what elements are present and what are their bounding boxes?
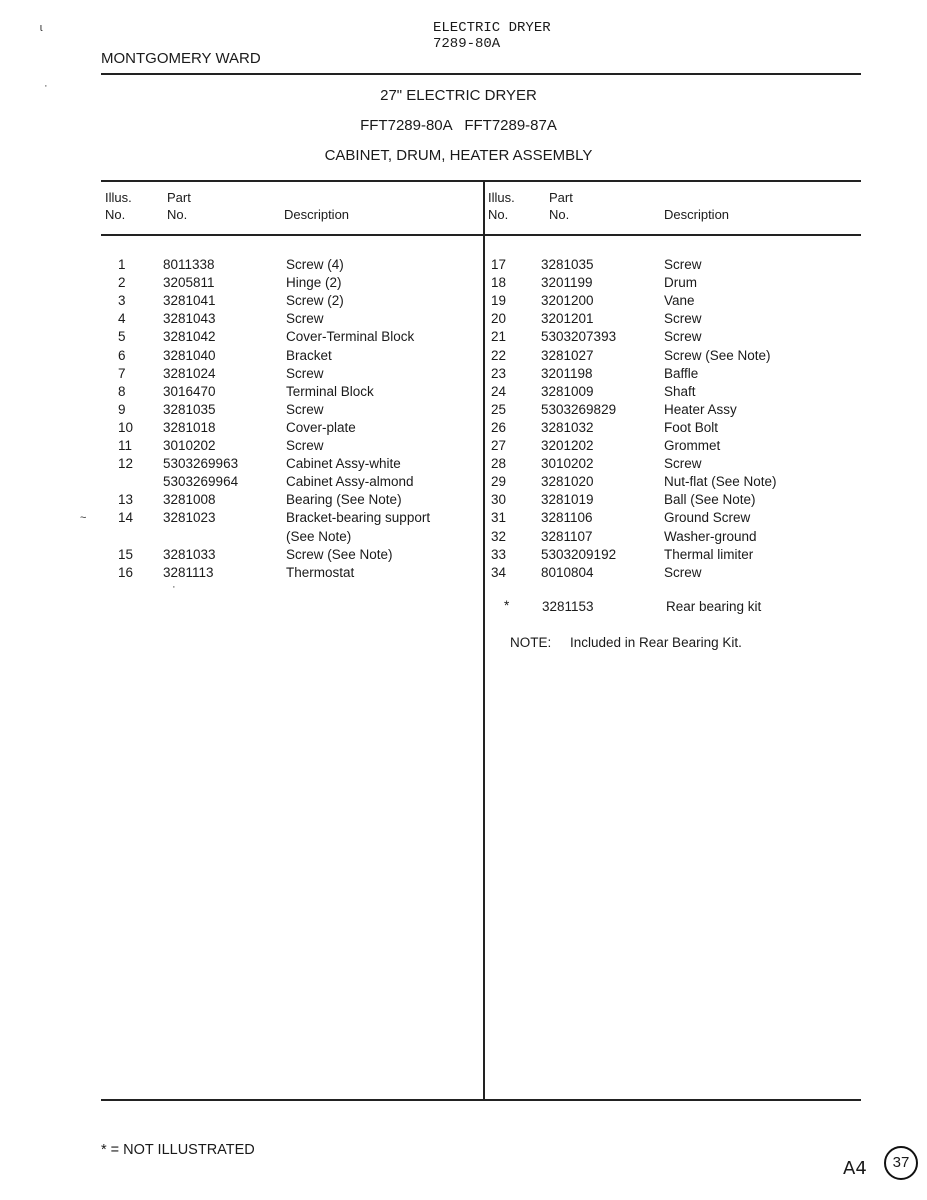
scan-mark: ɩ	[40, 22, 43, 34]
part-description: Bracket	[286, 347, 332, 363]
part-description: Screw (2)	[286, 293, 344, 309]
illus-number: 26	[491, 419, 507, 435]
part-number: 3281023	[163, 510, 216, 526]
part-description: Terminal Block	[286, 383, 374, 399]
illus-number: 3	[118, 293, 126, 309]
part-number: 3010202	[163, 438, 216, 453]
kit-row-part: 3281153	[542, 599, 594, 614]
illus-number: 12	[118, 456, 134, 472]
illus-number: 16	[118, 564, 134, 580]
illus-number: 13	[118, 492, 134, 508]
part-number: 3201202	[541, 438, 594, 453]
illus-number: 28	[491, 456, 507, 472]
table-bottom-rule	[101, 1099, 861, 1101]
part-description: Screw	[664, 329, 702, 345]
part-description: Cabinet Assy-almond	[286, 474, 414, 490]
handwritten-page-number: 37	[884, 1146, 918, 1180]
part-description: Screw	[286, 438, 324, 453]
part-description: Screw	[664, 257, 702, 272]
model-numbers: FFT7289-80A FFT7289-87A	[360, 117, 557, 134]
note-text: Included in Rear Bearing Kit.	[570, 635, 742, 650]
part-number: 8010804	[541, 564, 594, 580]
part-number: 3281009	[541, 383, 594, 399]
part-description: Heater Assy	[664, 401, 737, 417]
part-description: Vane	[664, 293, 695, 309]
part-number: 3281042	[163, 329, 216, 345]
part-description: Screw	[286, 365, 324, 381]
part-description: Screw (See Note)	[286, 546, 393, 562]
illus-number: 27	[491, 438, 507, 453]
part-description: Thermostat	[286, 564, 355, 580]
part-description: (See Note)	[286, 528, 352, 544]
model-code: 7289-80A	[433, 36, 501, 52]
header-description-right: Description	[664, 207, 730, 222]
part-description: Screw	[664, 456, 702, 472]
part-number: 3281107	[541, 528, 593, 544]
scan-mark: ~	[80, 512, 87, 524]
title-line-1: 27" ELECTRIC DRYER	[380, 87, 537, 104]
part-description: Thermal limiter	[664, 546, 754, 562]
part-description: Drum	[664, 275, 697, 291]
part-number: 3281035	[541, 257, 594, 272]
part-number: 3281008	[163, 492, 216, 508]
part-number: 3281018	[163, 419, 216, 435]
part-number: 3281019	[541, 492, 594, 508]
part-number: 3016470	[163, 383, 216, 399]
illus-number: 25	[491, 401, 507, 417]
illus-number: 23	[491, 365, 507, 381]
part-description: Bearing (See Note)	[286, 492, 402, 508]
part-description: Washer-ground	[664, 528, 757, 544]
part-number: 3205811	[163, 275, 215, 291]
part-description: Foot Bolt	[664, 419, 719, 435]
part-number: 5303269829	[541, 401, 617, 417]
part-description: Nut-flat (See Note)	[664, 474, 777, 490]
illus-number: 32	[491, 528, 507, 544]
part-number: 3281113	[163, 564, 214, 580]
part-number: 3281024	[163, 365, 216, 381]
illus-number: 5	[118, 329, 126, 345]
part-description: Screw (See Note)	[664, 347, 771, 363]
part-number: 3281041	[163, 293, 216, 309]
kit-row-description: Rear bearing kit	[666, 599, 762, 614]
scan-mark: ·	[44, 80, 48, 92]
part-number: 3281040	[163, 347, 216, 363]
kit-row-illus: *	[504, 598, 510, 613]
illus-number: 8	[118, 383, 126, 399]
scan-mark: ·	[172, 581, 176, 593]
handwritten-code: A4	[843, 1158, 867, 1179]
part-number: 5303269963	[163, 456, 239, 472]
illus-number: 11	[118, 438, 133, 453]
part-description: Cabinet Assy-white	[286, 456, 401, 472]
part-description: Cover-Terminal Block	[286, 329, 415, 345]
illus-number: 17	[491, 257, 507, 272]
part-number: 3281027	[541, 347, 594, 363]
part-number: 8011338	[163, 257, 215, 272]
part-number: 3281035	[163, 401, 216, 417]
part-description: Screw	[664, 564, 702, 580]
part-description: Screw	[664, 311, 702, 327]
part-number: 3281020	[541, 474, 594, 490]
part-description: Grommet	[664, 438, 721, 453]
illus-number: 7	[118, 365, 126, 381]
illus-number: 29	[491, 474, 507, 490]
part-description: Bracket-bearing support	[286, 510, 431, 526]
header-part-left: Part No.	[167, 190, 191, 222]
part-description: Ground Screw	[664, 510, 751, 526]
part-number: 3201200	[541, 293, 594, 309]
part-description: Shaft	[664, 383, 696, 399]
header-part-right: Part No.	[549, 190, 573, 222]
header-illus-left: Illus. No.	[105, 190, 132, 222]
part-number: 3281043	[163, 311, 216, 327]
illus-number: 22	[491, 347, 507, 363]
header-illus-right: Illus. No.	[488, 190, 515, 222]
assembly-title: CABINET, DRUM, HEATER ASSEMBLY	[324, 147, 593, 164]
illus-number: 2	[118, 275, 126, 291]
header-description-left: Description	[284, 207, 350, 222]
part-description: Hinge (2)	[286, 275, 342, 291]
illus-number: 10	[118, 419, 134, 435]
part-description: Screw	[286, 401, 324, 417]
part-description: Ball (See Note)	[664, 492, 756, 508]
part-number: 3281032	[541, 419, 594, 435]
part-number: 3201201	[541, 311, 594, 327]
illus-number: 21	[491, 329, 507, 345]
part-description: Baffle	[664, 365, 699, 381]
illus-number: 31	[491, 510, 507, 526]
table-header-rule	[101, 234, 861, 236]
part-description: Screw	[286, 311, 324, 327]
illus-number: 1	[118, 257, 126, 272]
part-number: 3201199	[541, 275, 593, 291]
part-number: 3010202	[541, 456, 594, 472]
part-number: 3281106	[541, 510, 593, 526]
illus-number: 15	[118, 546, 134, 562]
illus-number: 18	[491, 275, 507, 291]
table-top-rule	[101, 180, 861, 182]
illus-number: 30	[491, 492, 507, 508]
illus-number: 20	[491, 311, 507, 327]
illus-number: 9	[118, 401, 126, 417]
illus-number: 24	[491, 383, 507, 399]
illus-number: 6	[118, 347, 126, 363]
illus-number: 4	[118, 311, 126, 327]
illus-number: 19	[491, 293, 507, 309]
part-number: 5303269964	[163, 474, 239, 490]
document-header-right	[433, 20, 551, 52]
part-description: Cover-plate	[286, 419, 356, 435]
part-number: 3201198	[541, 365, 593, 381]
illus-number: 34	[491, 564, 507, 580]
header-rule	[101, 73, 861, 75]
part-number: 3281033	[163, 546, 216, 562]
illus-number: 14	[118, 510, 134, 526]
note-label: NOTE:	[510, 635, 552, 650]
part-description: Screw (4)	[286, 257, 344, 272]
not-illustrated-legend: * = NOT ILLUSTRATED	[101, 1142, 255, 1158]
brand-name: MONTGOMERY WARD	[101, 50, 261, 67]
part-number: 5303207393	[541, 329, 617, 345]
product-line: ELECTRIC DRYER	[433, 20, 551, 36]
part-number: 5303209192	[541, 546, 617, 562]
column-divider	[483, 180, 485, 1100]
illus-number: 33	[491, 546, 507, 562]
